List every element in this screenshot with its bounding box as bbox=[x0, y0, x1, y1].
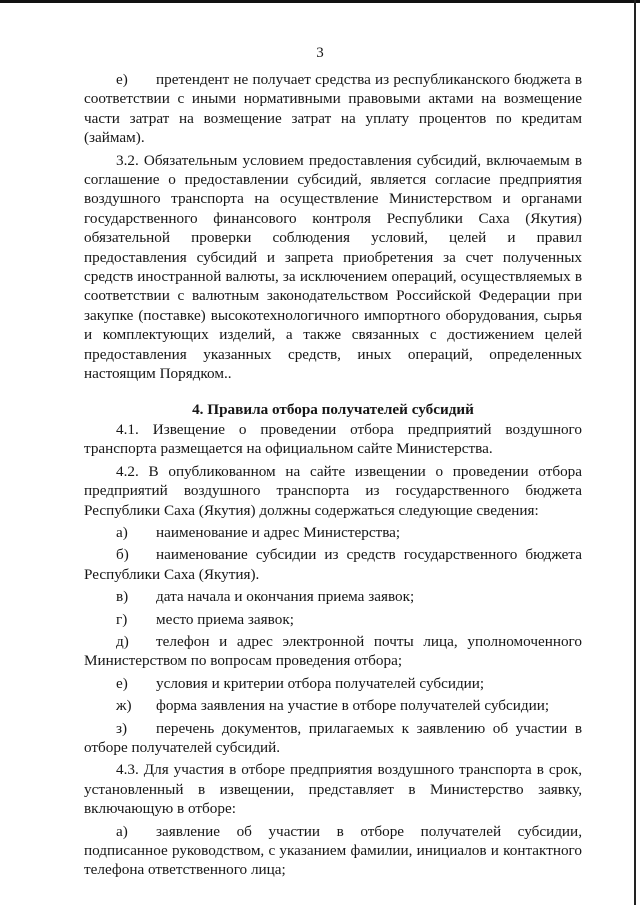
list-item-label: з) bbox=[116, 719, 128, 737]
page-top-border bbox=[0, 0, 640, 3]
list-item-label: а) bbox=[116, 523, 128, 541]
list-item-label: д) bbox=[116, 632, 129, 650]
list-item-label: г) bbox=[116, 610, 128, 628]
paragraph-4-2: 4.2. В опубликованном на сайте извещении о проведении отбора предприятий воздушного транспорта из государственного бюджета Республики Саха (Якутия) должны содержаться следующие сведения: bbox=[84, 462, 582, 519]
paragraph-3-2: 3.2. Обязательным условием предоставления субсидий, включаемым в соглашение о предоставлении субсидий, является согласие предприятия воздушного транспорта на осуществление Министерством и органами государственного финансового контроля Республики Саха (Якутия) обязательной проверки соблюдения условий, целей и правил предоставления субсидий и запрета приобретения за счет полученных средств иностранной валюты, за исключением операций, осуществляемых в соответствии с валютным законодательством Российской Федерации при закупке (поставке) высокотехнологичного импортного оборудования, сырья и комплектующих изделий, а также связанных с достижением целей предоставления указанных средств, иных операций, определенных настоящим Порядком.. bbox=[84, 151, 582, 383]
list-item-text: наименование субсидии из средств государственного бюджета Республики Саха (Якутия). bbox=[84, 546, 582, 583]
section-heading: 4. Правила отбора получателей субсидий bbox=[192, 400, 474, 418]
list-item-e-claimant bbox=[84, 70, 582, 148]
list-item-label: е) bbox=[116, 71, 128, 88]
list-item-text: телефон и адрес электронной почты лица, уполномоченного Министерством по вопросам проведения отбора; bbox=[84, 632, 582, 670]
list-item-text: заявление об участии в отборе получателей субсидии, подписанное руководством, с указанием фамилии, инициалов и контактного телефона ответственного лица; bbox=[84, 822, 582, 879]
paragraph-4-3: 4.3. Для участия в отборе предприятия воздушного транспорта в срок, установленный в извещении, представляет в Министерство заявку, включающую в отборе: bbox=[84, 761, 582, 818]
list-item-text: место приема заявок; bbox=[156, 610, 294, 628]
list-item-label: е) bbox=[116, 674, 128, 692]
list-item-text: форма заявления на участие в отборе получателей субсидии; bbox=[156, 697, 550, 715]
list-item-a-application bbox=[84, 822, 582, 880]
page-right-border bbox=[634, 0, 636, 905]
document-body bbox=[84, 70, 582, 880]
list-item-a bbox=[84, 523, 582, 542]
list-item-text: перечень документов, прилагаемых к заявлению об участии в отборе получателей субсидий. bbox=[84, 719, 582, 756]
list-item-zh bbox=[84, 696, 582, 715]
list-item-label: ж) bbox=[116, 697, 132, 715]
paragraph-4-1: 4.1. Извещение о проведении отбора предприятий воздушного транспорта размещается на официальном сайте Министерства. bbox=[84, 420, 582, 458]
list-item-text: дата начала и окончания приема заявок; bbox=[156, 588, 415, 606]
list-item-b bbox=[84, 545, 582, 584]
list-item-label: в) bbox=[116, 588, 129, 606]
page-number: 3 bbox=[316, 45, 324, 61]
list-item-label: а) bbox=[116, 822, 128, 840]
list-item-text: наименование и адрес Министерства; bbox=[156, 523, 401, 541]
list-item-text: претендент не получает средства из республиканского бюджета в соответствии с иными нормативными правовыми актами на возмещение части затрат на возмещение затрат на уплату процентов по кредитам (займам). bbox=[84, 71, 582, 147]
list-item-e bbox=[84, 674, 582, 693]
list-item-label: б) bbox=[116, 546, 129, 564]
list-item-z bbox=[84, 719, 582, 758]
list-item-v bbox=[84, 587, 582, 606]
list-item-text: условия и критерии отбора получателей субсидии; bbox=[156, 674, 485, 692]
list-item-g bbox=[84, 610, 582, 629]
list-item-d bbox=[84, 632, 582, 671]
